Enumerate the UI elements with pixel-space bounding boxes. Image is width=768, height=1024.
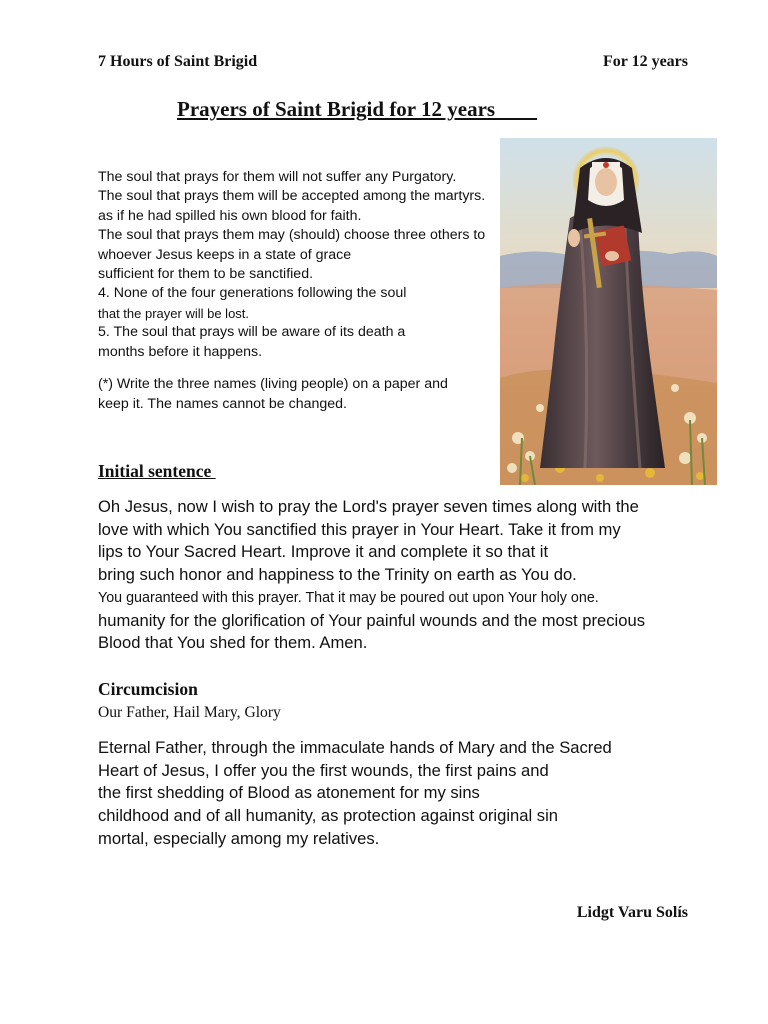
intro-line: The soul that prays them may (should) choose three others to	[98, 227, 486, 244]
prayer-line: lips to Your Sacred Heart. Improve it and complete it so that it	[98, 542, 549, 562]
note-line: keep it. The names cannot be changed.	[98, 396, 347, 412]
circumcision-subline: Our Father, Hail Mary, Glory	[98, 704, 281, 721]
initial-sentence-text	[98, 496, 688, 655]
prayer-line: You guaranteed with this prayer. That it may be poured out upon Your holy one.	[98, 589, 599, 606]
header-left: 7 Hours of Saint Brigid	[98, 53, 258, 70]
header-right: For 12 years	[602, 53, 688, 70]
prayer-line: mortal, especially among my relatives.	[98, 828, 380, 848]
intro-line: sufficient for them to be sanctified.	[98, 266, 314, 283]
intro-line: The soul that prays them will be accepted among the martyrs.	[98, 188, 486, 205]
circumcision-heading: Circumcision	[98, 679, 198, 699]
prayer-line: Heart of Jesus, I offer you the first wounds, the first pains and	[98, 760, 549, 780]
page-title: Prayers of Saint Brigid for 12 years	[177, 97, 538, 121]
circumcision-text	[98, 737, 688, 851]
prayer-line: humanity for the glorification of Your painful wounds and the most precious	[98, 610, 646, 630]
intro-line: 4. None of the four generations following the soul	[98, 285, 407, 302]
saint-brigid-image	[500, 138, 717, 485]
prayer-line: Oh Jesus, now I wish to pray the Lord's prayer seven times along with the	[98, 497, 639, 516]
initial-sentence-heading: Initial sentence	[98, 461, 216, 481]
intro-line: 5. The soul that prays will be aware of its death a	[98, 324, 406, 341]
intro-line: months before it happens.	[98, 343, 263, 360]
intro-line: The soul that prays for them will not suffer any Purgatory.	[98, 169, 457, 185]
prayer-line: the first shedding of Blood as atonement for my sins	[98, 783, 480, 803]
prayer-line: bring such honor and happiness to the Trinity on earth as You do.	[98, 565, 577, 585]
prayer-line: Eternal Father, through the immaculate hands of Mary and the Sacred	[98, 738, 612, 757]
prayer-line: Blood that You shed for them. Amen.	[98, 633, 368, 653]
intro-line: as if he had spilled his own blood for faith.	[98, 207, 362, 224]
note-line: (*) Write the three names (living people) on a paper and	[98, 376, 448, 392]
intro-line: whoever Jesus keeps in a state of grace	[98, 246, 352, 263]
prayer-line: childhood and of all humanity, as protection against original sin	[98, 806, 558, 826]
names-note	[98, 374, 498, 414]
signature: Lidgt Varu Solís	[576, 904, 688, 921]
intro-line: that the prayer will be lost.	[98, 305, 250, 321]
intro-promises	[98, 168, 503, 362]
prayer-line: love with which You sanctified this prayer in Your Heart. Take it from my	[98, 519, 621, 539]
